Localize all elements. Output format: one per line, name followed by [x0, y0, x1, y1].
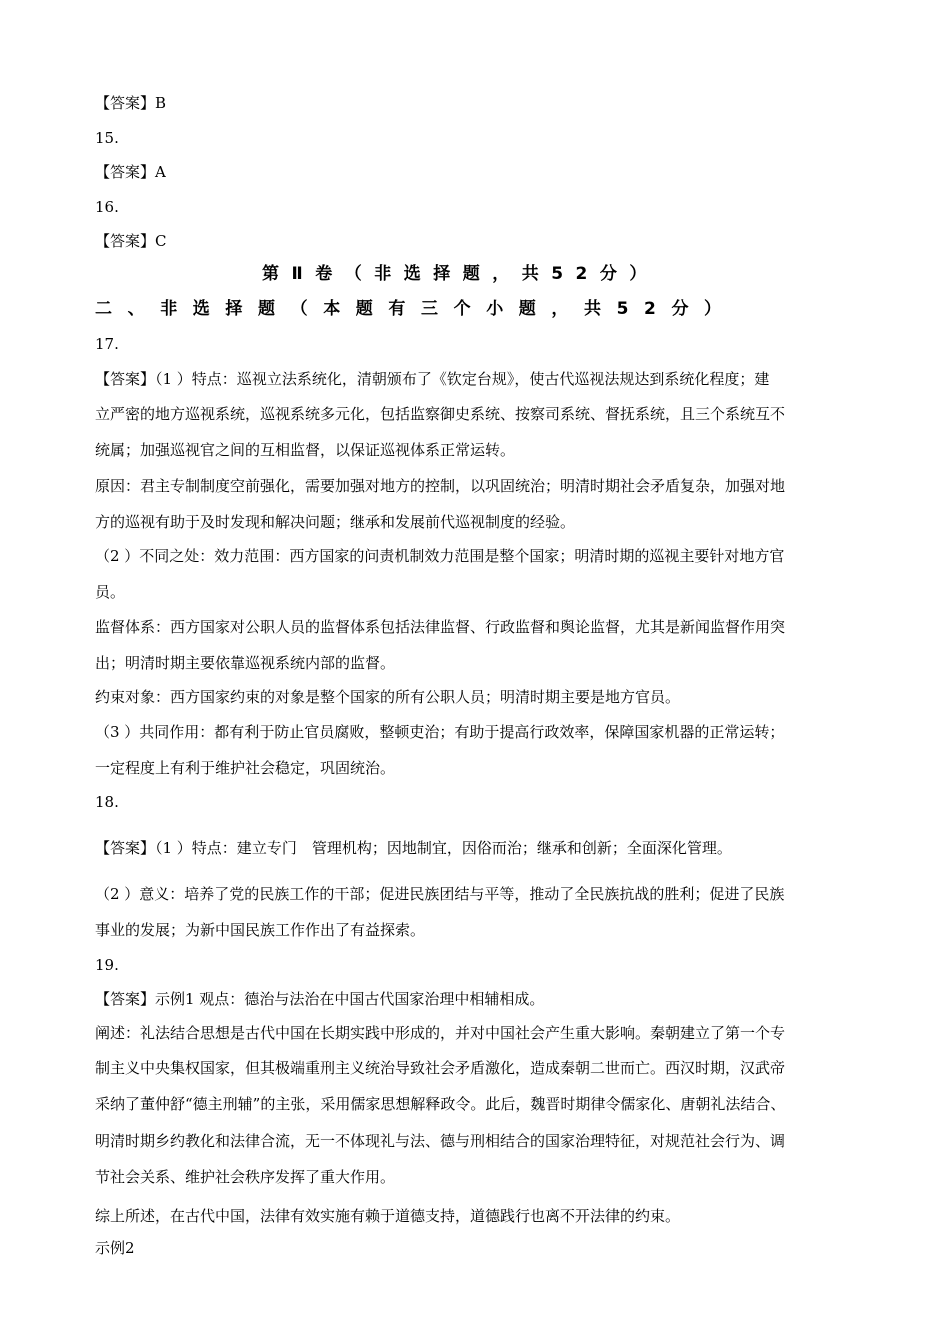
question-number-19: 19. [95, 956, 119, 974]
question-number-17: 17. [95, 335, 119, 353]
answer-17-line: 员。 [95, 583, 126, 601]
answer-18-line: 事业的发展；为新中国民族工作作出了有益探索。 [95, 921, 426, 939]
answer-19-line: 节社会关系、维护社会秩序发挥了重大作用。 [95, 1168, 396, 1186]
question-number-15: 15. [95, 129, 119, 147]
answer-19-line: 明清时期乡约教化和法律合流，无一不体现礼与法、德与刑相结合的国家治理特征，对规范社会行为、调 [95, 1132, 786, 1150]
answer-16: 【答案】C [95, 232, 167, 250]
answer-15: 【答案】A [95, 163, 166, 181]
answer-17-line: 【答案】（1 ）特点：巡视立法系统化，清朝颁布了《钦定台规》，使古代巡视法规达到系统化程度；建 [95, 370, 770, 388]
section-heading: 二、非选择题（本题有三个小题，共52分） [95, 299, 737, 319]
answer-19-line: 阐述：礼法结合思想是古代中国在长期实践中形成的，并对中国社会产生重大影响。秦朝建立了第一个专 [95, 1024, 786, 1042]
question-number-16: 16. [95, 198, 119, 216]
answer-17-line: 约束对象：西方国家约束的对象是整个国家的所有公职人员；明清时期主要是地方官员。 [95, 688, 681, 706]
answer-19-line: 制主义中央集权国家，但其极端重刑主义统治导致社会矛盾激化，造成秦朝二世而亡。西汉时期，汉武帝 [95, 1059, 786, 1077]
answer-17-line: 方的巡视有助于及时发现和解决问题；继承和发展前代巡视制度的经验。 [95, 513, 576, 531]
answer-17-line: 统属；加强巡视官之间的互相监督，以保证巡视体系正常运转。 [95, 441, 516, 459]
answer-19-line: 综上所述，在古代中国，法律有效实施有赖于道德支持，道德践行也离不开法律的约束。 [95, 1207, 681, 1225]
answer-14: 【答案】B [95, 94, 167, 112]
answer-19-line: 【答案】示例1 观点：德治与法治在中国古代国家治理中相辅相成。 [95, 990, 545, 1008]
answer-17-line: 出；明清时期主要依靠巡视系统内部的监督。 [95, 654, 396, 672]
answer-17-line: （2 ）不同之处：效力范围：西方国家的问责机制效力范围是整个国家；明清时期的巡视主要针对地方官 [95, 547, 785, 565]
answer-18-line: （2 ）意义：培养了党的民族工作的干部；促进民族团结与平等，推动了全民族抗战的胜利；促进了民族 [95, 885, 785, 903]
answer-17-line: 立严密的地方巡视系统，巡视系统多元化，包括监察御史系统、按察司系统、督抚系统，且三个系统互不 [95, 405, 786, 423]
answer-17-line: 原因：君主专制制度空前强化，需要加强对地方的控制，以巩固统治；明清时期社会矛盾复杂，加强对地 [95, 477, 786, 495]
answer-17-line: （3 ）共同作用：都有利于防止官员腐败，整顿吏治；有助于提高行政效率，保障国家机器的正常运转； [95, 723, 785, 741]
answer-19-example-2: 示例2 [95, 1239, 135, 1257]
answer-18-line: 【答案】（1 ）特点：建立专门 管理机构；因地制宜，因俗而治；继承和创新；全面深化管理。 [95, 839, 732, 857]
answer-17-line: 监督体系：西方国家对公职人员的监督体系包括法律监督、行政监督和舆论监督，尤其是新闻监督作用突 [95, 618, 786, 636]
answer-17-line: 一定程度上有利于维护社会稳定，巩固统治。 [95, 759, 396, 777]
volume-heading: 第Ⅱ卷（非选择题，共52分） [262, 264, 659, 284]
question-number-18: 18. [95, 793, 119, 811]
answer-19-line: 采纳了董仲舒“德主刑辅”的主张，采用儒家思想解释政令。此后，魏晋时期律令儒家化、唐朝礼法结合、 [95, 1095, 786, 1113]
